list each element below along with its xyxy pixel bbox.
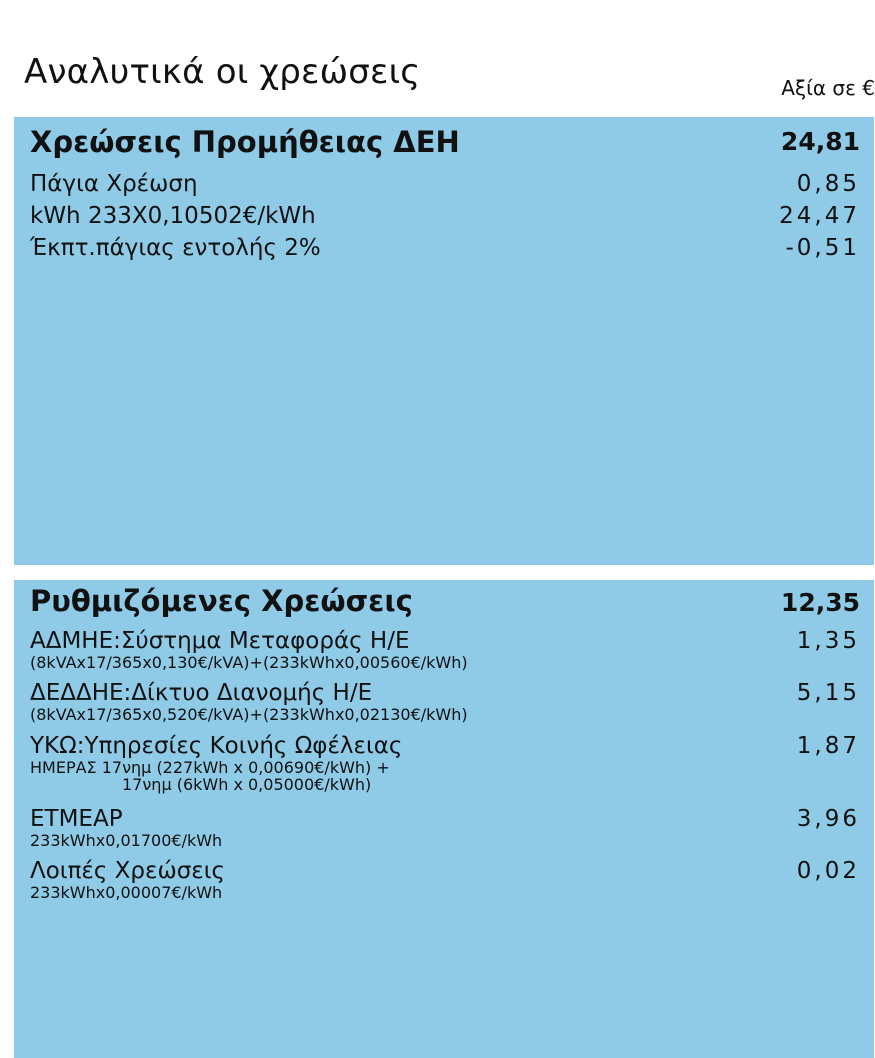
supply-title-row — [30, 125, 860, 159]
charge-line-label: kWh 233X0,10502€/kWh — [30, 203, 316, 229]
regulated-item-value: 3,96 — [796, 806, 860, 832]
supply-charges-panel — [14, 117, 874, 565]
regulated-item-label: ΑΔΜΗΕ:Σύστημα Μεταφοράς Η/Ε — [30, 628, 410, 654]
charge-line — [30, 203, 860, 229]
charge-line-label: Έκπτ.πάγιας εντολής 2% — [30, 235, 321, 261]
regulated-total: 12,35 — [780, 588, 860, 617]
page-heading: Αναλυτικά οι χρεώσεις — [24, 52, 421, 92]
regulated-item-label: ΔΕΔΔΗΕ:Δίκτυο Διανομής Η/Ε — [30, 680, 373, 706]
regulated-item — [30, 733, 860, 793]
charge-line-label: Πάγια Χρέωση — [30, 171, 198, 197]
regulated-item-value: 1,35 — [796, 628, 860, 654]
charge-line — [30, 235, 860, 261]
regulated-item-value: 0,02 — [796, 858, 860, 884]
regulated-charges-panel — [14, 580, 874, 1058]
value-column-header: Αξία σε € — [781, 76, 875, 100]
regulated-item-label: ΕΤΜΕΑΡ — [30, 806, 123, 832]
regulated-item — [30, 858, 860, 901]
regulated-item-label: Λοιπές Χρεώσεις — [30, 858, 226, 884]
regulated-item-detail: (8kVAx17/365x0,130€/kVA)+(233kWhx0,00560€/kWh) — [30, 653, 468, 672]
regulated-item-label: ΥΚΩ:Υπηρεσίες Κοινής Ωφέλειας — [30, 733, 403, 759]
charge-line-value: 24,47 — [779, 203, 860, 229]
regulated-item — [30, 806, 860, 849]
regulated-item — [30, 628, 860, 671]
regulated-item-value: 5,15 — [796, 680, 860, 706]
charge-line-value: -0,51 — [785, 235, 860, 261]
regulated-item-detail: 233kWhx0,01700€/kWh — [30, 831, 223, 850]
regulated-item-detail: (8kVAx17/365x0,520€/kVA)+(233kWhx0,02130€/kWh) — [30, 705, 468, 724]
charge-line — [30, 171, 860, 197]
regulated-item — [30, 680, 860, 723]
supply-total: 24,81 — [780, 127, 860, 156]
regulated-title-row — [30, 584, 860, 618]
supply-title: Χρεώσεις Προμήθειας ΔΕΗ — [30, 125, 460, 159]
regulated-item-detail: 233kWhx0,00007€/kWh — [30, 883, 223, 902]
charge-line-value: 0,85 — [796, 171, 860, 197]
regulated-title: Ρυθμιζόμενες Χρεώσεις — [30, 584, 413, 618]
regulated-item-detail: 17νημ (6kWh x 0,05000€/kWh) — [122, 775, 372, 794]
regulated-item-value: 1,87 — [796, 733, 860, 759]
regulated-item-detail: ΗΜΕΡΑΣ 17νημ (227kWh x 0,00690€/kWh) + — [30, 758, 390, 777]
